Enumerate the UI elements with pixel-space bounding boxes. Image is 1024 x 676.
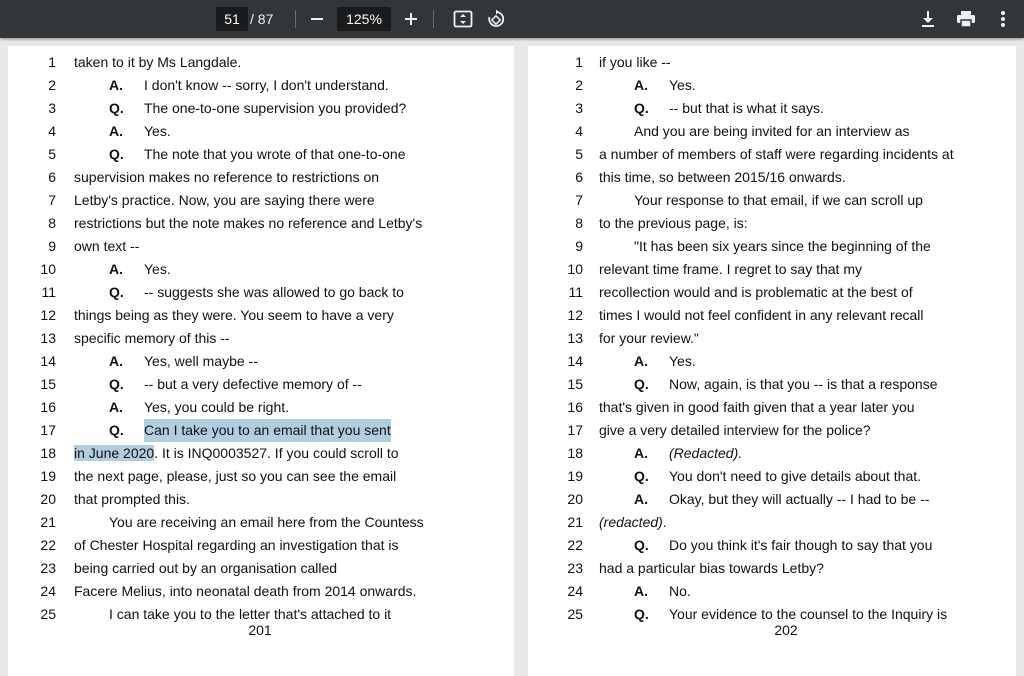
zoom-level-input[interactable]: 125% xyxy=(337,7,391,31)
speaker-label: Q. xyxy=(634,468,649,484)
line-text-wrapper xyxy=(74,488,190,511)
page-number: 201 xyxy=(248,622,272,638)
line-text-wrapper xyxy=(74,465,396,488)
transcript-line xyxy=(8,304,514,327)
line-text: Now, again, is that you -- is that a response xyxy=(669,376,938,392)
transcript-line xyxy=(528,373,1016,396)
line-number: 4 xyxy=(575,123,583,139)
transcript-line xyxy=(528,304,1016,327)
line-number: 8 xyxy=(575,215,583,231)
speaker-label: Q. xyxy=(634,537,649,553)
transcript-line xyxy=(8,557,514,580)
line-number: 17 xyxy=(567,422,583,438)
line-text: own text -- xyxy=(74,238,140,254)
transcript-line xyxy=(8,396,514,419)
redacted-text: (redacted) xyxy=(599,514,663,530)
line-text-wrapper xyxy=(599,327,699,350)
transcript-line xyxy=(528,327,1016,350)
line-text-wrapper xyxy=(74,235,139,258)
speaker-label: Q. xyxy=(109,284,124,300)
download-button[interactable] xyxy=(914,5,942,33)
line-text: Okay, but they will actually -- I had to be -- xyxy=(669,491,930,507)
line-text: relevant time frame. I regret to say that my xyxy=(599,261,862,277)
transcript-line xyxy=(8,143,514,166)
line-text: the next page, please, just so you can see the email xyxy=(74,468,397,484)
line-text: a number of members of staff were regarding incidents at xyxy=(599,146,954,162)
speaker-label: Q. xyxy=(634,376,649,392)
line-text: I can take you to the letter that's attached to it xyxy=(109,606,392,622)
transcript-line xyxy=(8,327,514,350)
speaker-label: Q. xyxy=(109,422,124,438)
line-text-wrapper xyxy=(599,281,913,304)
pdf-toolbar xyxy=(0,0,1024,38)
transcript-line xyxy=(528,212,1016,235)
line-number: 22 xyxy=(567,537,583,553)
line-text-wrapper xyxy=(74,557,337,580)
transcript-line xyxy=(8,488,514,511)
line-number: 21 xyxy=(567,514,583,530)
line-number: 15 xyxy=(567,376,583,392)
rotate-icon xyxy=(486,9,506,29)
line-number: 6 xyxy=(575,169,583,185)
line-number: 21 xyxy=(40,514,56,530)
line-number: 11 xyxy=(41,284,56,300)
plus-icon xyxy=(404,12,418,26)
line-text: of Chester Hospital regarding an investigation that is xyxy=(74,537,399,553)
line-text: . xyxy=(662,514,667,530)
line-number: 11 xyxy=(568,284,583,300)
line-number: 3 xyxy=(575,100,583,116)
transcript-line xyxy=(8,235,514,258)
transcript-line xyxy=(528,281,1016,304)
transcript-line xyxy=(528,511,1016,534)
line-number: 20 xyxy=(40,491,56,507)
transcript-line xyxy=(528,74,1016,97)
line-text: -- but a very defective memory of -- xyxy=(144,376,362,392)
transcript-line xyxy=(528,350,1016,373)
line-text: Yes. xyxy=(669,77,696,93)
transcript-line xyxy=(8,442,514,465)
line-number: 23 xyxy=(567,560,583,576)
line-number: 2 xyxy=(48,77,56,93)
speaker-label: A. xyxy=(634,445,648,461)
line-number: 14 xyxy=(40,353,56,369)
line-number: 17 xyxy=(40,422,56,438)
transcript-line xyxy=(528,143,1016,166)
line-text-wrapper xyxy=(74,327,230,350)
print-button[interactable] xyxy=(952,5,980,33)
speaker-label: A. xyxy=(109,399,123,415)
transcript-line xyxy=(528,580,1016,603)
fit-page-icon xyxy=(453,10,473,28)
line-text-wrapper xyxy=(599,557,824,580)
line-number: 23 xyxy=(40,560,56,576)
line-text: that's given in good faith given that a year later you xyxy=(599,399,915,415)
line-number: 19 xyxy=(40,468,56,484)
transcript-line xyxy=(8,580,514,603)
line-text-wrapper xyxy=(74,580,416,603)
line-number: 13 xyxy=(567,330,583,346)
line-text-wrapper xyxy=(599,51,671,74)
line-number: 7 xyxy=(48,192,56,208)
line-text: supervision makes no reference to restrictions on xyxy=(74,169,380,185)
transcript-line xyxy=(528,166,1016,189)
line-number: 1 xyxy=(48,54,56,70)
transcript-line xyxy=(528,442,1016,465)
transcript-line xyxy=(528,534,1016,557)
line-text: -- suggests she was allowed to go back to xyxy=(144,284,404,300)
line-text: this time, so between 2015/16 onwards. xyxy=(599,169,846,185)
speaker-label: A. xyxy=(634,353,648,369)
line-number: 20 xyxy=(567,491,583,507)
line-text: specific memory of this -- xyxy=(74,330,230,346)
transcript-line xyxy=(528,51,1016,74)
line-text-wrapper xyxy=(599,304,924,327)
line-number: 9 xyxy=(575,238,583,254)
line-text: The note that you wrote of that one-to-one xyxy=(144,146,406,162)
speaker-label: A. xyxy=(109,353,123,369)
line-number: 12 xyxy=(40,307,56,323)
transcript-line xyxy=(528,396,1016,419)
line-text-wrapper xyxy=(599,258,862,281)
line-number: 7 xyxy=(575,192,583,208)
line-text: times I would not feel confident in any relevant recall xyxy=(599,307,924,323)
line-text: give a very detailed interview for the police? xyxy=(599,422,871,438)
transcript-line xyxy=(528,419,1016,442)
line-text-wrapper xyxy=(74,51,241,74)
line-text-wrapper xyxy=(109,511,424,534)
line-text: recollection would and is problematic at the best of xyxy=(599,284,913,300)
transcript-line xyxy=(8,281,514,304)
page-number: 202 xyxy=(774,622,798,638)
line-text: Yes. xyxy=(144,123,171,139)
line-text: restrictions but the note makes no reference and Letby's xyxy=(74,215,423,231)
line-text: if you like -- xyxy=(599,54,671,70)
transcript-line xyxy=(528,488,1016,511)
line-text: Facere Melius, into neonatal death from 2014 onwards. xyxy=(74,583,417,599)
transcript-line xyxy=(8,465,514,488)
line-number: 10 xyxy=(567,261,583,277)
pdf-page-left xyxy=(8,46,514,676)
speaker-label: A. xyxy=(109,77,123,93)
transcript-line xyxy=(528,557,1016,580)
speaker-label: Q. xyxy=(109,100,124,116)
line-number: 14 xyxy=(567,353,583,369)
line-text: taken to it by Ms Langdale. xyxy=(74,54,242,70)
more-actions-button[interactable] xyxy=(989,5,1017,33)
line-text: The one-to-one supervision you provided? xyxy=(144,100,407,116)
transcript-line xyxy=(528,235,1016,258)
speaker-label: Q. xyxy=(109,376,124,392)
line-number: 1 xyxy=(575,54,583,70)
transcript-line xyxy=(8,419,514,442)
print-icon xyxy=(956,10,976,28)
line-number: 13 xyxy=(40,330,56,346)
line-text: And you are being invited for an interview as xyxy=(634,123,910,139)
line-text: (Redacted). xyxy=(669,445,743,461)
line-number: 10 xyxy=(40,261,56,277)
line-text: -- but that is what it says. xyxy=(669,100,824,116)
line-number: 24 xyxy=(40,583,56,599)
line-text-wrapper xyxy=(599,419,871,442)
line-text: Do you think it's fair though to say that you xyxy=(669,537,933,553)
line-text: Yes, you could be right. xyxy=(144,399,290,415)
line-text-wrapper xyxy=(74,212,422,235)
line-text: that prompted this. xyxy=(74,491,190,507)
line-number: 4 xyxy=(48,123,56,139)
line-number: 25 xyxy=(567,606,583,622)
zoom-out-button[interactable] xyxy=(303,5,331,33)
transcript-line xyxy=(8,350,514,373)
transcript-line xyxy=(8,166,514,189)
pdf-page-right xyxy=(528,46,1016,676)
line-text-wrapper xyxy=(599,396,915,419)
line-text: to the previous page, is: xyxy=(599,215,748,231)
highlighted-text: Can I take you to an email that you sent xyxy=(144,419,391,442)
transcript-line xyxy=(528,258,1016,281)
line-text: You don't need to give details about that. xyxy=(669,468,922,484)
transcript-line xyxy=(8,373,514,396)
speaker-label: Q. xyxy=(634,606,649,622)
line-text: things being as they were. You seem to have a very xyxy=(74,307,394,323)
line-number: 24 xyxy=(567,583,583,599)
line-number: 25 xyxy=(40,606,56,622)
line-number: 3 xyxy=(48,100,56,116)
line-text: Your response to that email, if we can scroll up xyxy=(634,192,923,208)
more-vert-icon xyxy=(1000,10,1006,28)
line-text-wrapper xyxy=(599,212,748,235)
line-text: being carried out by an organisation called xyxy=(74,560,338,576)
line-text: Yes, well maybe -- xyxy=(144,353,258,369)
zoom-in-button[interactable] xyxy=(397,5,425,33)
line-text: You are receiving an email here from the Countess xyxy=(109,514,424,530)
line-number: 9 xyxy=(48,238,56,254)
minus-icon xyxy=(310,12,324,26)
highlighted-text: in June 2020 xyxy=(74,445,155,461)
line-number: 16 xyxy=(40,399,56,415)
line-text-wrapper xyxy=(634,189,923,212)
line-number: 5 xyxy=(575,146,583,162)
line-text-wrapper xyxy=(74,442,399,465)
line-text-wrapper xyxy=(634,120,910,143)
line-text-wrapper xyxy=(634,235,931,258)
download-icon xyxy=(920,10,936,28)
speaker-label: A. xyxy=(634,491,648,507)
transcript-line xyxy=(8,258,514,281)
line-number: 16 xyxy=(567,399,583,415)
line-text-wrapper xyxy=(599,511,667,534)
line-text: Your evidence to the counsel to the Inquiry is xyxy=(669,606,948,622)
line-text-wrapper xyxy=(74,166,379,189)
toolbar-divider xyxy=(433,10,434,28)
transcript-line xyxy=(528,189,1016,212)
transcript-line xyxy=(8,120,514,143)
transcript-line xyxy=(8,189,514,212)
line-text-wrapper xyxy=(74,304,394,327)
line-number: 18 xyxy=(40,445,56,461)
line-number: 18 xyxy=(567,445,583,461)
transcript-line xyxy=(8,534,514,557)
transcript-line xyxy=(8,74,514,97)
line-number: 22 xyxy=(40,537,56,553)
line-number: 12 xyxy=(567,307,583,323)
speaker-label: A. xyxy=(634,583,648,599)
line-text: Yes. xyxy=(669,353,696,369)
rotate-button[interactable] xyxy=(482,5,510,33)
line-number: 19 xyxy=(567,468,583,484)
line-text: for your review." xyxy=(599,330,699,346)
line-text: Yes. xyxy=(144,261,171,277)
line-number: 5 xyxy=(48,146,56,162)
speaker-label: A. xyxy=(109,123,123,139)
page-number-input[interactable]: 51 xyxy=(216,7,248,31)
line-text-wrapper xyxy=(74,189,375,212)
transcript-line xyxy=(528,465,1016,488)
speaker-label: A. xyxy=(634,77,648,93)
transcript-line xyxy=(8,97,514,120)
line-text-wrapper xyxy=(599,166,846,189)
transcript-line xyxy=(528,120,1016,143)
fit-to-page-button[interactable] xyxy=(449,5,477,33)
line-number: 15 xyxy=(40,376,56,392)
total-pages: / 87 xyxy=(250,11,274,27)
line-text: I don't know -- sorry, I don't understand. xyxy=(144,77,389,93)
line-text: had a particular bias towards Letby? xyxy=(599,560,824,576)
speaker-label: Q. xyxy=(109,146,124,162)
toolbar-divider xyxy=(295,10,296,28)
line-number: 2 xyxy=(575,77,583,93)
transcript-line xyxy=(8,51,514,74)
line-text-wrapper xyxy=(74,534,399,557)
speaker-label: Q. xyxy=(634,100,649,116)
transcript-line xyxy=(8,511,514,534)
line-text: . It is INQ0003527. If you could scroll to xyxy=(154,445,399,461)
line-number: 6 xyxy=(48,169,56,185)
transcript-line xyxy=(528,97,1016,120)
transcript-line xyxy=(8,212,514,235)
line-text: "It has been six years since the beginning of the xyxy=(634,238,931,254)
line-text: Letby's practice. Now, you are saying there were xyxy=(74,192,375,208)
line-number: 8 xyxy=(48,215,56,231)
speaker-label: A. xyxy=(109,261,123,277)
line-text: No. xyxy=(669,583,691,599)
line-text-wrapper xyxy=(599,143,954,166)
